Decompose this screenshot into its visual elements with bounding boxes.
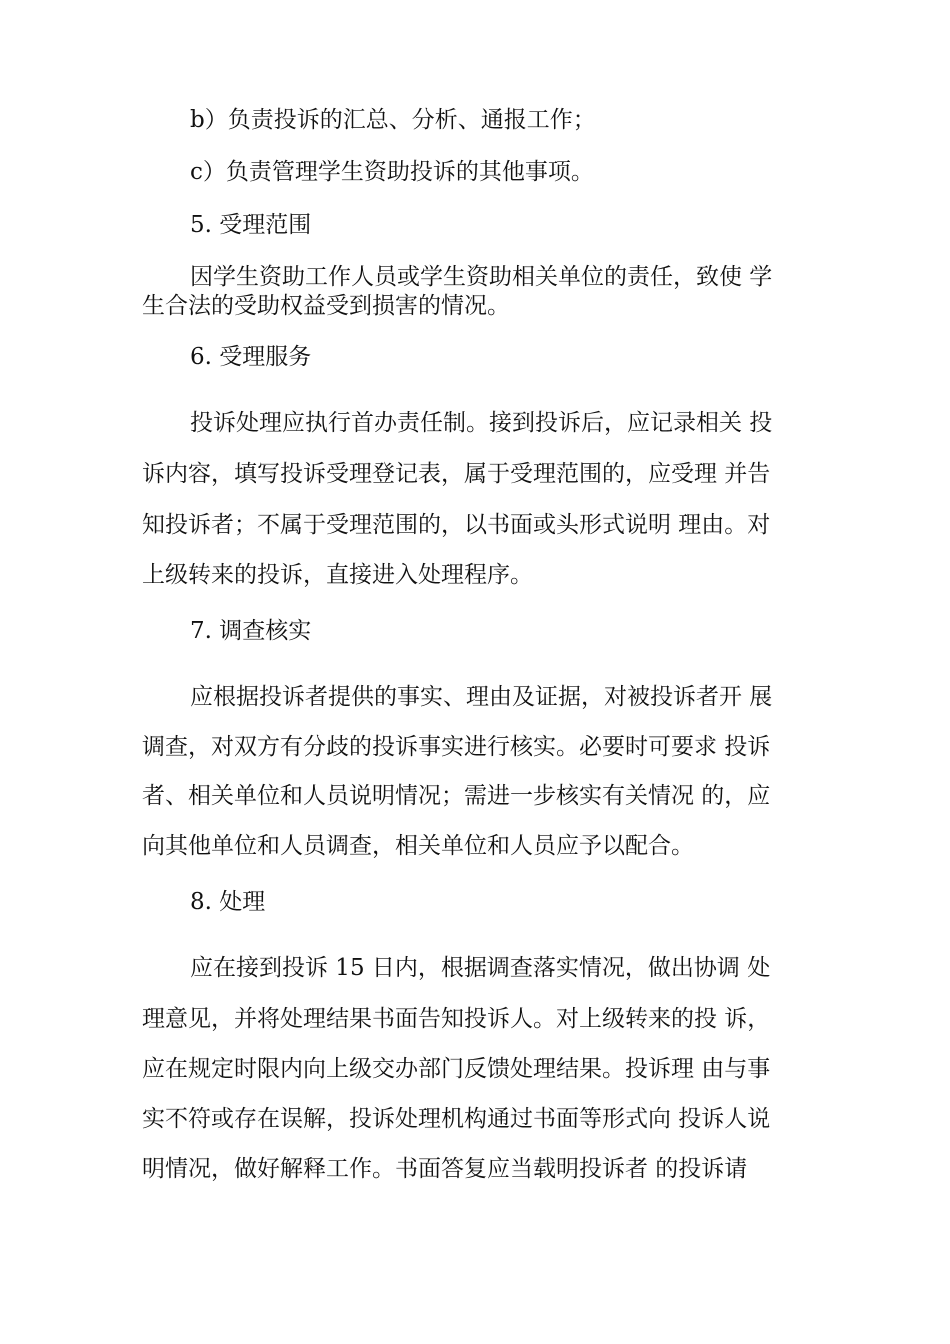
text-line: 明情况，做好解释工作。书面答复应当载明投诉者 的投诉请 [142, 1156, 748, 1182]
section-heading: 6. 受理服务 [190, 344, 312, 370]
text-line: 理意见，并将处理结果书面告知投诉人。对上级转来的投 诉， [142, 1006, 771, 1032]
text-line: c）负责管理学生资助投诉的其他事项。 [190, 159, 594, 185]
text-line: 向其他单位和人员调查，相关单位和人员应予以配合。 [142, 833, 694, 859]
text-line: 知投诉者；不属于受理范围的，以书面或头形式说明 理由。对 [142, 512, 771, 538]
text-line: 上级转来的投诉，直接进入处理程序。 [142, 562, 533, 588]
section-heading: 8. 处理 [190, 889, 266, 915]
text-line: 诉内容，填写投诉受理登记表，属于受理范围的，应受理 并告 [142, 461, 771, 487]
text-line: 应在接到投诉 15 日内，根据调查落实情况，做出协调 处 [190, 955, 771, 981]
section-heading: 5. 受理范围 [190, 212, 312, 238]
text-line: 生合法的受助权益受到损害的情况。 [142, 293, 510, 319]
text-line: 投诉处理应执行首办责任制。接到投诉后，应记录相关 投 [190, 410, 773, 436]
text-line: 调查，对双方有分歧的投诉事实进行核实。必要时可要求 投诉 [142, 734, 771, 760]
text-line: 实不符或存在误解，投诉处理机构通过书面等形式向 投诉人说 [142, 1106, 771, 1132]
section-heading: 7. 调查核实 [190, 618, 312, 644]
text-line: 因学生资助工作人员或学生资助相关单位的责任，致使 学 [190, 264, 773, 290]
text-line: 应根据投诉者提供的事实、理由及证据，对被投诉者开 展 [190, 684, 773, 710]
text-line: 者、相关单位和人员说明情况；需进一步核实有关情况 的，应 [142, 783, 771, 809]
text-line: 应在规定时限内向上级交办部门反馈处理结果。投诉理 由与事 [142, 1056, 771, 1082]
text-line: b）负责投诉的汇总、分析、通报工作； [190, 107, 596, 133]
